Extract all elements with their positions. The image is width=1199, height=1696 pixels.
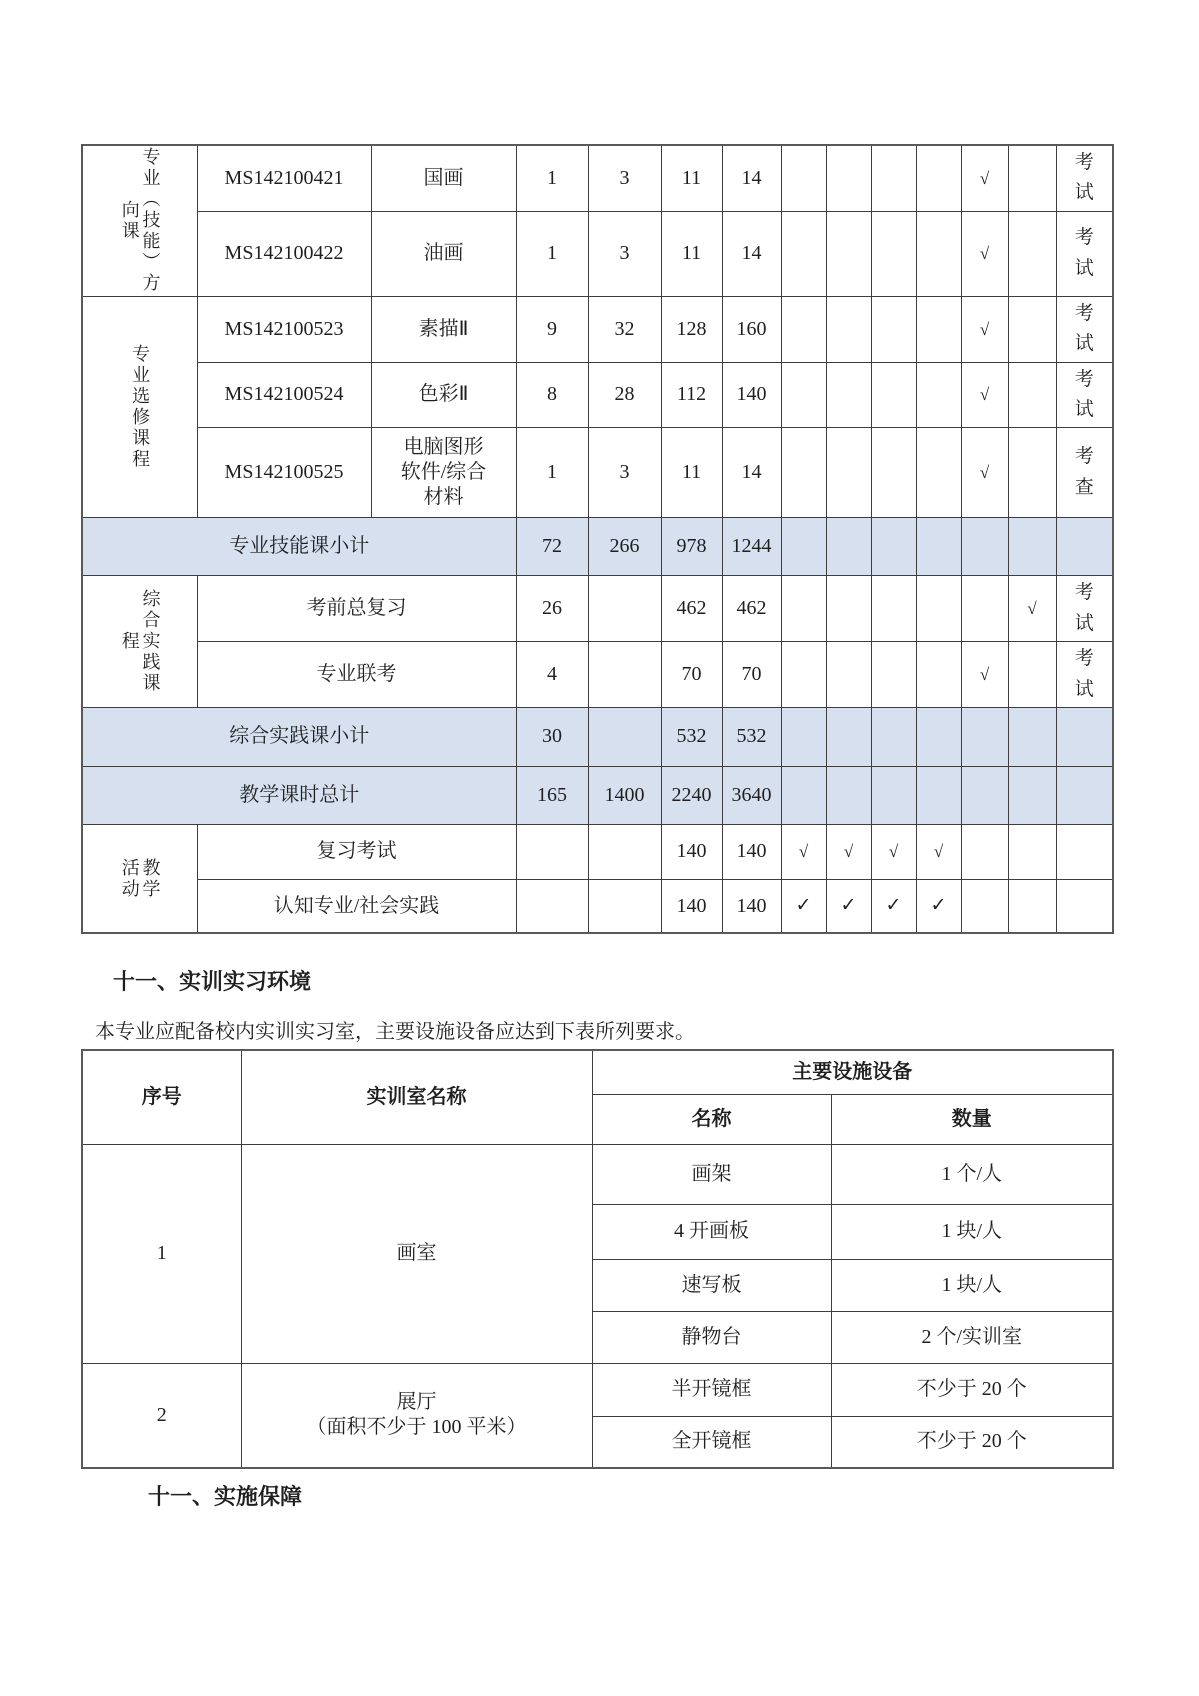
equipment-name-cell: 静物台 (592, 1311, 831, 1363)
value-cell: 11 (661, 211, 722, 296)
semester-cell (781, 296, 826, 362)
course-schedule-table (81, 144, 1114, 934)
semester-cell (916, 576, 961, 642)
value-cell (588, 707, 661, 766)
exam-type-cell: 考查 (1056, 428, 1113, 518)
room-name-cell: 展厅 （面积不少于 100 平米） (241, 1363, 592, 1468)
semester-cell (1008, 879, 1056, 933)
table-row (82, 518, 1113, 576)
value-cell: 72 (516, 518, 588, 576)
semester-cell (826, 428, 871, 518)
value-cell: 14 (722, 428, 781, 518)
checkmark-cell: √ (826, 824, 871, 879)
value-cell: 978 (661, 518, 722, 576)
semester-cell (781, 576, 826, 642)
course-code-cell: MS142100422 (197, 211, 371, 296)
equipment-qty-cell: 1 块/人 (831, 1259, 1113, 1311)
semester-cell (826, 145, 871, 211)
course-name-cell: 素描Ⅱ (371, 296, 516, 362)
course-name-cell: 油画 (371, 211, 516, 296)
col-header-index: 序号 (82, 1050, 241, 1144)
row-label-cell: 考前总复习 (197, 576, 516, 642)
index-cell: 2 (82, 1363, 241, 1468)
equipment-name-cell: 全开镜框 (592, 1416, 831, 1468)
value-cell: 140 (722, 824, 781, 879)
semester-cell (916, 145, 961, 211)
checkmark-cell: ✓ (781, 879, 826, 933)
value-cell: 140 (722, 879, 781, 933)
semester-cell (871, 576, 916, 642)
checkmark-cell: √ (961, 642, 1008, 708)
room-name-cell: 画室 (241, 1144, 592, 1363)
row-label-cell: 认知专业/社会实践 (197, 879, 516, 933)
semester-cell (826, 766, 871, 824)
value-cell: 2240 (661, 766, 722, 824)
semester-cell (1008, 211, 1056, 296)
value-cell: 128 (661, 296, 722, 362)
category-cell: 教学 活动 (82, 824, 197, 933)
exam-type-cell: 考试 (1056, 362, 1113, 428)
table-row (82, 211, 1113, 296)
semester-cell (916, 766, 961, 824)
summary-label-cell: 专业技能课小计 (82, 518, 516, 576)
row-label-cell: 复习考试 (197, 824, 516, 879)
course-code-cell: MS142100524 (197, 362, 371, 428)
equipment-name-cell: 半开镜框 (592, 1363, 831, 1416)
value-cell: 8 (516, 362, 588, 428)
semester-cell (826, 576, 871, 642)
value-cell: 11 (661, 145, 722, 211)
value-cell: 11 (661, 428, 722, 518)
equipment-name-cell: 画架 (592, 1144, 831, 1204)
table-row (82, 1050, 1113, 1094)
exam-type-cell (1056, 824, 1113, 879)
course-name-cell: 电脑图形 软件/综合 材料 (371, 428, 516, 518)
exam-type-cell: 考试 (1056, 145, 1113, 211)
row-label-cell: 专业联考 (197, 642, 516, 708)
equipment-qty-cell: 1 个/人 (831, 1144, 1113, 1204)
semester-cell (916, 296, 961, 362)
course-code-cell: MS142100421 (197, 145, 371, 211)
value-cell: 462 (661, 576, 722, 642)
course-code-cell: MS142100523 (197, 296, 371, 362)
equipment-qty-cell: 不少于 20 个 (831, 1363, 1113, 1416)
value-cell: 30 (516, 707, 588, 766)
semester-cell (961, 824, 1008, 879)
semester-cell (916, 428, 961, 518)
value-cell: 266 (588, 518, 661, 576)
col-header-room-name: 实训室名称 (241, 1050, 592, 1144)
exam-type-cell: 考试 (1056, 576, 1113, 642)
equipment-qty-cell: 1 块/人 (831, 1204, 1113, 1259)
equipment-name-cell: 4 开画板 (592, 1204, 831, 1259)
table-row (82, 1363, 1113, 1416)
category-cell: 综合实践课 程 (82, 576, 197, 708)
value-cell: 26 (516, 576, 588, 642)
exam-type-cell (1056, 879, 1113, 933)
value-cell (588, 824, 661, 879)
value-cell: 1 (516, 145, 588, 211)
index-cell: 1 (82, 1144, 241, 1363)
semester-cell (871, 145, 916, 211)
table-row (82, 707, 1113, 766)
semester-cell (916, 211, 961, 296)
exam-type-cell (1056, 707, 1113, 766)
value-cell: 9 (516, 296, 588, 362)
semester-cell (961, 707, 1008, 766)
semester-cell (1008, 766, 1056, 824)
table-row (82, 362, 1113, 428)
semester-cell (826, 296, 871, 362)
table-row (82, 296, 1113, 362)
table-row (82, 428, 1113, 518)
section-heading-training-environment: 十一、实训实习环境 (113, 969, 312, 994)
checkmark-cell: √ (916, 824, 961, 879)
summary-label-cell: 教学课时总计 (82, 766, 516, 824)
checkmark-cell: ✓ (916, 879, 961, 933)
value-cell: 14 (722, 145, 781, 211)
checkmark-cell: √ (961, 296, 1008, 362)
semester-cell (871, 296, 916, 362)
value-cell: 3 (588, 211, 661, 296)
semester-cell (1008, 428, 1056, 518)
value-cell (588, 576, 661, 642)
value-cell: 532 (661, 707, 722, 766)
col-header-equipment: 主要设施设备 (592, 1050, 1113, 1094)
value-cell: 462 (722, 576, 781, 642)
equipment-name-cell: 速写板 (592, 1259, 831, 1311)
col-header-quantity: 数量 (831, 1094, 1113, 1144)
semester-cell (961, 879, 1008, 933)
value-cell (516, 879, 588, 933)
semester-cell (871, 428, 916, 518)
col-header-equip-name: 名称 (592, 1094, 831, 1144)
equipment-qty-cell: 2 个/实训室 (831, 1311, 1113, 1363)
category-cell: 专业选修课程 (82, 296, 197, 518)
checkmark-cell: √ (961, 362, 1008, 428)
semester-cell (871, 766, 916, 824)
table-row (82, 145, 1113, 211)
table-row (82, 576, 1113, 642)
checkmark-cell: ✓ (826, 879, 871, 933)
value-cell: 70 (661, 642, 722, 708)
value-cell: 28 (588, 362, 661, 428)
equipment-qty-cell: 不少于 20 个 (831, 1416, 1113, 1468)
value-cell: 140 (722, 362, 781, 428)
semester-cell (781, 211, 826, 296)
semester-cell (781, 707, 826, 766)
value-cell: 140 (661, 879, 722, 933)
value-cell: 165 (516, 766, 588, 824)
table-row (82, 642, 1113, 708)
value-cell: 140 (661, 824, 722, 879)
checkmark-cell: √ (871, 824, 916, 879)
checkmark-cell: √ (961, 145, 1008, 211)
exam-type-cell: 考试 (1056, 642, 1113, 708)
semester-cell (781, 642, 826, 708)
course-code-cell: MS142100525 (197, 428, 371, 518)
checkmark-cell: √ (1008, 576, 1056, 642)
value-cell: 532 (722, 707, 781, 766)
table-row (82, 766, 1113, 824)
value-cell: 3640 (722, 766, 781, 824)
value-cell: 1244 (722, 518, 781, 576)
category-cell: 专业（技能）方 向课 (82, 145, 197, 296)
value-cell: 3 (588, 145, 661, 211)
semester-cell (916, 707, 961, 766)
semester-cell (916, 642, 961, 708)
value-cell: 32 (588, 296, 661, 362)
intro-paragraph: 本专业应配备校内实训实习室，主要设施设备应达到下表所列要求。 (95, 1021, 695, 1043)
semester-cell (871, 707, 916, 766)
table-row (82, 1144, 1113, 1204)
section-heading-implementation-guarantee: 十一、实施保障 (148, 1484, 303, 1509)
value-cell: 160 (722, 296, 781, 362)
semester-cell (781, 518, 826, 576)
semester-cell (1008, 296, 1056, 362)
semester-cell (1008, 518, 1056, 576)
semester-cell (781, 428, 826, 518)
semester-cell (826, 518, 871, 576)
value-cell: 1 (516, 428, 588, 518)
value-cell: 14 (722, 211, 781, 296)
semester-cell (871, 518, 916, 576)
semester-cell (781, 362, 826, 428)
table-row (82, 879, 1113, 933)
semester-cell (961, 576, 1008, 642)
checkmark-cell: √ (961, 211, 1008, 296)
semester-cell (916, 362, 961, 428)
value-cell: 1 (516, 211, 588, 296)
summary-label-cell: 综合实践课小计 (82, 707, 516, 766)
value-cell (588, 879, 661, 933)
training-facility-table (81, 1049, 1114, 1469)
value-cell: 112 (661, 362, 722, 428)
semester-cell (1008, 707, 1056, 766)
semester-cell (961, 766, 1008, 824)
semester-cell (1008, 362, 1056, 428)
semester-cell (1008, 145, 1056, 211)
value-cell: 1400 (588, 766, 661, 824)
value-cell (516, 824, 588, 879)
exam-type-cell: 考试 (1056, 211, 1113, 296)
exam-type-cell (1056, 518, 1113, 576)
value-cell (588, 642, 661, 708)
semester-cell (1008, 824, 1056, 879)
value-cell: 70 (722, 642, 781, 708)
semester-cell (781, 766, 826, 824)
course-name-cell: 色彩Ⅱ (371, 362, 516, 428)
semester-cell (826, 642, 871, 708)
exam-type-cell: 考试 (1056, 296, 1113, 362)
value-cell: 4 (516, 642, 588, 708)
checkmark-cell: ✓ (871, 879, 916, 933)
semester-cell (961, 518, 1008, 576)
semester-cell (916, 518, 961, 576)
semester-cell (781, 145, 826, 211)
semester-cell (871, 362, 916, 428)
semester-cell (826, 707, 871, 766)
semester-cell (826, 211, 871, 296)
semester-cell (871, 642, 916, 708)
exam-type-cell (1056, 766, 1113, 824)
checkmark-cell: √ (961, 428, 1008, 518)
value-cell: 3 (588, 428, 661, 518)
table-row (82, 824, 1113, 879)
course-name-cell: 国画 (371, 145, 516, 211)
semester-cell (1008, 642, 1056, 708)
semester-cell (826, 362, 871, 428)
semester-cell (871, 211, 916, 296)
checkmark-cell: √ (781, 824, 826, 879)
